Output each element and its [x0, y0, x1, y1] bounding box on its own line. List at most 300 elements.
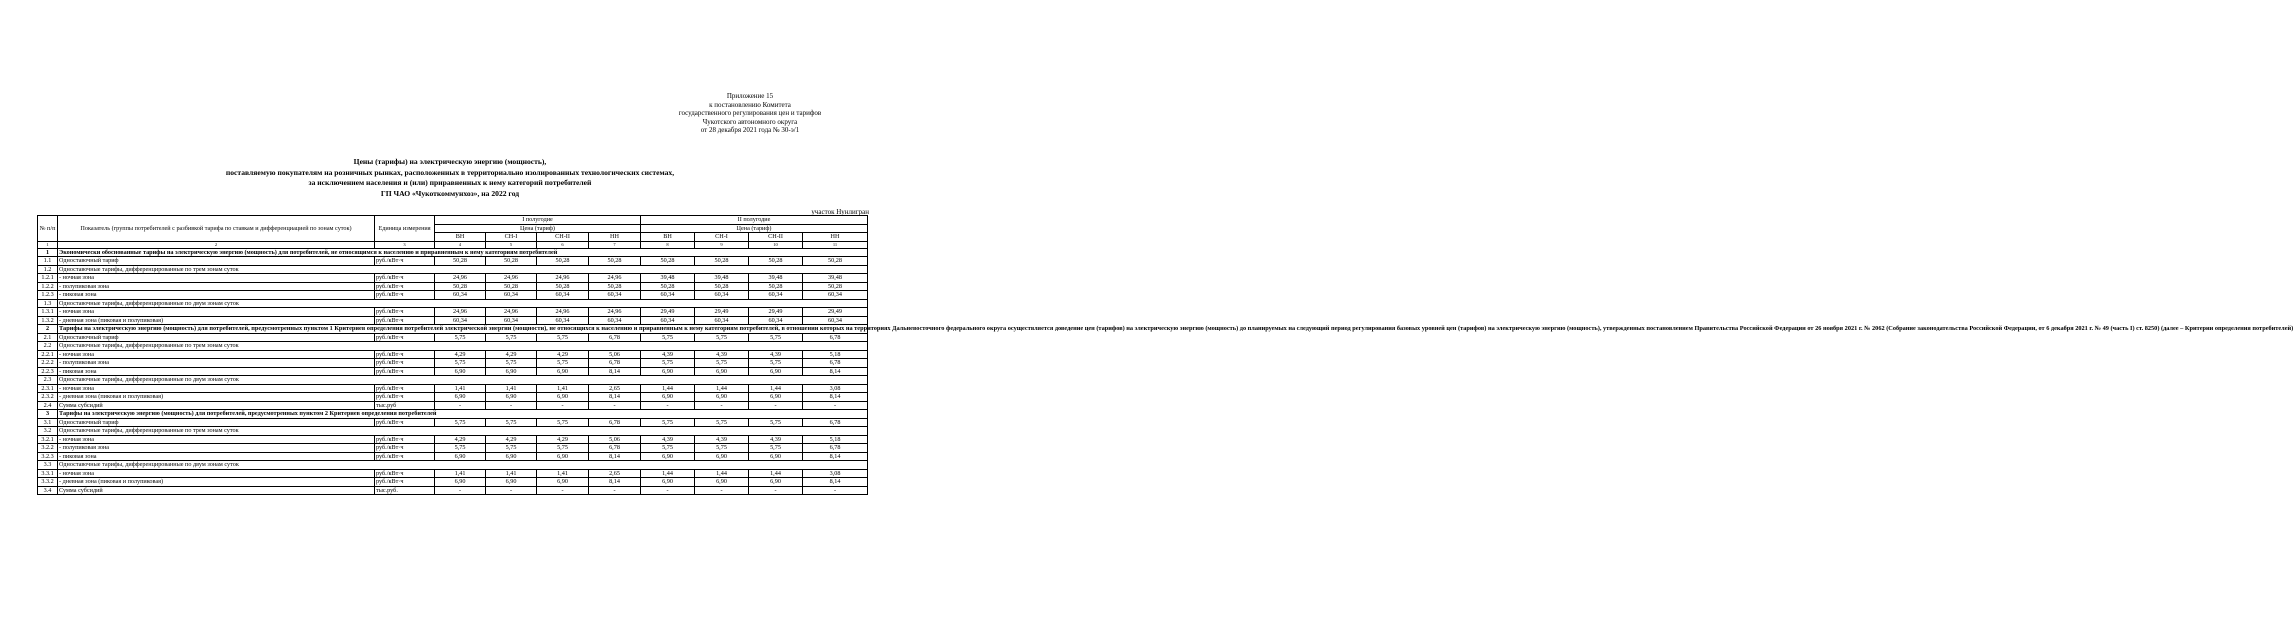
row-name: - пиковая зона — [58, 452, 375, 461]
tariff-value: 1,44 — [641, 469, 695, 478]
tariff-value: 1,44 — [641, 384, 695, 393]
row-number: 2.2.1 — [38, 350, 58, 359]
header-level: НН — [803, 233, 868, 242]
tariff-value: 4,29 — [435, 435, 486, 444]
tariff-value: 60,34 — [435, 316, 486, 325]
column-index: 1 — [38, 241, 58, 248]
row-name: - ночная зона — [58, 384, 375, 393]
tariff-value: 4,29 — [435, 350, 486, 359]
tariff-value: - — [695, 401, 749, 410]
header-level: НН — [589, 233, 641, 242]
tariff-value: 50,28 — [486, 257, 537, 266]
tariff-value: 6,78 — [803, 418, 868, 427]
row-name: - ночная зона — [58, 308, 375, 317]
row-unit: руб./кВт·ч — [375, 316, 435, 325]
tariff-value: 6,90 — [641, 452, 695, 461]
row-name: - полупиковая зона — [58, 282, 375, 291]
tariff-value: - — [486, 486, 537, 495]
tariff-value: 8,14 — [589, 452, 641, 461]
tariff-value: 50,28 — [641, 282, 695, 291]
tariff-value: 6,90 — [537, 452, 589, 461]
header-price: Цена (тариф) — [641, 224, 868, 233]
row-number: 2.2 — [38, 342, 58, 351]
tariff-value: 6,90 — [435, 367, 486, 376]
tariff-value: 6,90 — [695, 452, 749, 461]
tariff-value: 60,34 — [486, 291, 537, 300]
tariff-value: 5,18 — [803, 350, 868, 359]
table-row — [38, 486, 868, 495]
tariff-value: 6,78 — [589, 444, 641, 453]
row-unit: руб./кВт·ч — [375, 452, 435, 461]
header-level: ВН — [641, 233, 695, 242]
group-row — [38, 376, 868, 385]
row-number: 2.3.1 — [38, 384, 58, 393]
tariff-value: 5,75 — [749, 418, 803, 427]
header-num: № п/п — [38, 216, 58, 242]
tariff-value: 50,28 — [749, 282, 803, 291]
row-number: 2.1 — [38, 333, 58, 342]
tariff-value: 6,90 — [749, 367, 803, 376]
tariff-value: 60,34 — [486, 316, 537, 325]
tariff-value: - — [486, 401, 537, 410]
row-name: - дневная зона (пиковая и полупиковая) — [58, 316, 375, 325]
tariff-value: 5,75 — [435, 418, 486, 427]
tariff-value: 6,78 — [803, 359, 868, 368]
tariff-value: 60,34 — [695, 291, 749, 300]
row-unit: руб./кВт·ч — [375, 359, 435, 368]
tariff-value: 50,28 — [537, 282, 589, 291]
tariff-value: 24,96 — [537, 308, 589, 317]
tariff-value: 50,28 — [749, 257, 803, 266]
tariff-value: 1,41 — [537, 384, 589, 393]
row-number: 3.2.3 — [38, 452, 58, 461]
row-unit: руб./кВт·ч — [375, 367, 435, 376]
row-unit: руб./кВт·ч — [375, 469, 435, 478]
tariff-value: 6,90 — [641, 393, 695, 402]
row-number: 3.2 — [38, 427, 58, 436]
row-name: - ночная зона — [58, 469, 375, 478]
row-unit: руб./кВт·ч — [375, 435, 435, 444]
tariff-value: 8,14 — [803, 478, 868, 487]
tariff-value: 5,75 — [537, 359, 589, 368]
tariff-value: 5,75 — [435, 359, 486, 368]
section-row — [38, 410, 868, 419]
header-half-2: II полугодие — [641, 216, 868, 225]
section-row — [38, 248, 868, 257]
row-number: 1.2.3 — [38, 291, 58, 300]
row-name: Одноставочный тариф — [58, 418, 375, 427]
tariff-value: 6,90 — [486, 393, 537, 402]
column-index-row — [38, 241, 868, 248]
column-index: 7 — [589, 241, 641, 248]
tariff-value: 2,65 — [589, 469, 641, 478]
tariff-value: 1,44 — [695, 469, 749, 478]
row-name: Одноставочный тариф — [58, 333, 375, 342]
tariff-value: 5,75 — [641, 333, 695, 342]
row-unit: руб./кВт·ч — [375, 333, 435, 342]
tariff-value: 4,39 — [749, 350, 803, 359]
row-name: - дневная зона (пиковая и полупиковая) — [58, 478, 375, 487]
row-name: Сумма субсидий — [58, 486, 375, 495]
site-label: участок Нунлигран — [811, 208, 869, 216]
table-row — [38, 308, 868, 317]
tariff-value: 4,39 — [695, 350, 749, 359]
tariff-value: - — [589, 401, 641, 410]
tariff-value: 8,14 — [589, 478, 641, 487]
title-line: за исключением населения и (или) приравненных к нему категорий потребителей — [308, 178, 592, 188]
row-unit: руб./кВт·ч — [375, 291, 435, 300]
row-number: 2.2.3 — [38, 367, 58, 376]
header-level: СН-I — [486, 233, 537, 242]
row-number: 3.2.1 — [38, 435, 58, 444]
table-row — [38, 367, 868, 376]
tariff-value: 60,34 — [749, 291, 803, 300]
section-title: Тарифы на электрическую энергию (мощность) для потребителей, предусмотренных пунктом 2 Критериев определения потребителей — [58, 410, 868, 419]
tariff-value: 8,14 — [803, 367, 868, 376]
tariff-value: - — [803, 401, 868, 410]
tariff-value: 6,90 — [537, 393, 589, 402]
tariff-value: 39,48 — [641, 274, 695, 283]
table-row — [38, 316, 868, 325]
row-name: Сумма субсидий — [58, 401, 375, 410]
table-row — [38, 418, 868, 427]
tariff-value: 24,96 — [486, 274, 537, 283]
table-row — [38, 257, 868, 266]
tariff-value: 8,14 — [589, 393, 641, 402]
tariff-value: 50,28 — [803, 282, 868, 291]
appendix-line: государственного регулирования цен и тарифов — [678, 109, 822, 117]
group-title: Одноставочные тарифы, дифференцированные по трем зонам суток — [58, 427, 868, 436]
tariff-value: 6,78 — [589, 418, 641, 427]
tariff-value: 6,90 — [537, 367, 589, 376]
tariff-value: 6,90 — [695, 478, 749, 487]
tariff-value: 6,90 — [486, 478, 537, 487]
tariff-value: 50,28 — [486, 282, 537, 291]
appendix-block — [600, 92, 900, 135]
tariff-value: - — [435, 486, 486, 495]
tariff-value: 50,28 — [589, 257, 641, 266]
row-number: 2.2.2 — [38, 359, 58, 368]
group-row — [38, 427, 868, 436]
tariff-value: 24,96 — [435, 308, 486, 317]
tariff-value: 5,75 — [749, 359, 803, 368]
tariff-value: 5,75 — [695, 444, 749, 453]
section-title: Экономически обоснованные тарифы на электрическую энергию (мощность) для потребителей, не относящимся к населению и приравненным к нему категориям потребителей — [58, 248, 868, 257]
tariff-value: 1,41 — [435, 469, 486, 478]
tariff-value: - — [749, 401, 803, 410]
row-unit: руб./кВт·ч — [375, 384, 435, 393]
tariff-value: 50,28 — [695, 282, 749, 291]
title-line: ГП ЧАО «Чукоткоммунхоз», на 2022 год — [380, 188, 520, 198]
row-number: 3.3 — [38, 461, 58, 470]
tariff-value: 8,14 — [803, 393, 868, 402]
tariff-value: 4,39 — [749, 435, 803, 444]
tariff-value: 6,90 — [641, 367, 695, 376]
column-index: 3 — [375, 241, 435, 248]
tariff-value: - — [537, 486, 589, 495]
tariff-value: 60,34 — [537, 291, 589, 300]
group-row — [38, 461, 868, 470]
row-unit: руб./кВт·ч — [375, 308, 435, 317]
group-row — [38, 342, 868, 351]
header-level: СН-I — [695, 233, 749, 242]
tariff-value: - — [435, 401, 486, 410]
header-row — [38, 216, 868, 225]
tariff-value: 5,06 — [589, 350, 641, 359]
row-number: 1.2 — [38, 265, 58, 274]
row-number: 1.3 — [38, 299, 58, 308]
column-index: 5 — [486, 241, 537, 248]
tariff-value: 6,78 — [803, 333, 868, 342]
row-name: - дневная зона (пиковая и полупиковая) — [58, 393, 375, 402]
row-number: 2.3 — [38, 376, 58, 385]
header-level: ВН — [435, 233, 486, 242]
table-row — [38, 282, 868, 291]
tariff-value: 1,44 — [695, 384, 749, 393]
tariff-value: 5,75 — [486, 418, 537, 427]
tariff-value: 6,90 — [749, 452, 803, 461]
tariff-value: - — [537, 401, 589, 410]
table-row — [38, 384, 868, 393]
tariff-value: 6,90 — [749, 393, 803, 402]
column-index: 10 — [749, 241, 803, 248]
column-index: 11 — [803, 241, 868, 248]
tariff-value: 1,41 — [486, 469, 537, 478]
row-number: 1.3.2 — [38, 316, 58, 325]
table-row — [38, 393, 868, 402]
column-index: 2 — [58, 241, 375, 248]
tariff-value: 50,28 — [537, 257, 589, 266]
column-index: 8 — [641, 241, 695, 248]
tariff-value: 5,75 — [435, 333, 486, 342]
table-row — [38, 452, 868, 461]
group-title: Одноставочные тарифы, дифференцированные по двум зонам суток — [58, 376, 868, 385]
tariff-value: 6,90 — [435, 478, 486, 487]
tariff-value: 6,90 — [695, 393, 749, 402]
row-unit: руб./кВт·ч — [375, 478, 435, 487]
tariff-value: 50,28 — [589, 282, 641, 291]
group-title: Одноставочные тарифы, дифференцированные по двум зонам суток — [58, 461, 868, 470]
row-unit: тыс.руб. — [375, 486, 435, 495]
tariff-value: 60,34 — [695, 316, 749, 325]
tariff-value: 29,49 — [695, 308, 749, 317]
appendix-line: Приложение 15 — [726, 92, 774, 100]
row-number: 3.1 — [38, 418, 58, 427]
tariff-value: 6,90 — [486, 452, 537, 461]
group-row — [38, 299, 868, 308]
tariff-value: 5,75 — [486, 359, 537, 368]
tariff-table — [37, 215, 2293, 495]
tariff-value: 24,96 — [537, 274, 589, 283]
table-row — [38, 444, 868, 453]
row-number: 3.3.2 — [38, 478, 58, 487]
group-title: Одноставочные тарифы, дифференцированные по трем зонам суток — [58, 342, 868, 351]
tariff-value: 1,41 — [537, 469, 589, 478]
tariff-value: 5,75 — [537, 418, 589, 427]
tariff-value: 6,90 — [537, 478, 589, 487]
tariff-value: 5,75 — [486, 333, 537, 342]
appendix-line: Чукотского автономного округа — [702, 117, 798, 126]
tariff-value: - — [641, 401, 695, 410]
header-half-1: I полугодие — [435, 216, 641, 225]
row-unit: руб./кВт·ч — [375, 282, 435, 291]
tariff-value: 50,28 — [641, 257, 695, 266]
tariff-value: 6,78 — [589, 359, 641, 368]
tariff-value: 5,75 — [695, 333, 749, 342]
row-unit: руб./кВт·ч — [375, 257, 435, 266]
tariff-value: 1,44 — [749, 469, 803, 478]
tariff-value: 60,34 — [537, 316, 589, 325]
tariff-value: 29,49 — [803, 308, 868, 317]
row-number: 1.1 — [38, 257, 58, 266]
tariff-value: 5,75 — [641, 359, 695, 368]
group-title: Одноставочные тарифы, дифференцированные по двум зонам суток — [58, 299, 868, 308]
tariff-value: 5,06 — [589, 435, 641, 444]
tariff-value: 8,14 — [803, 452, 868, 461]
tariff-value: 1,41 — [435, 384, 486, 393]
tariff-value: 5,75 — [695, 359, 749, 368]
tariff-value: 6,90 — [486, 367, 537, 376]
table-row — [38, 350, 868, 359]
table-row — [38, 401, 868, 410]
tariff-value: 4,29 — [537, 350, 589, 359]
tariff-value: 24,96 — [486, 308, 537, 317]
header-unit: Единица измерения — [375, 216, 435, 242]
tariff-value: - — [641, 486, 695, 495]
tariff-value: 4,29 — [537, 435, 589, 444]
group-title: Одноставочные тарифы, дифференцированные по трем зонам суток — [58, 265, 868, 274]
tariff-value: 50,28 — [435, 282, 486, 291]
section-number: 1 — [38, 248, 58, 257]
tariff-value: 39,48 — [803, 274, 868, 283]
row-number: 3.2.2 — [38, 444, 58, 453]
title-line: поставляемую покупателям на розничных рынках, расположенных в территориально изолированных технологических системах, — [225, 167, 675, 177]
row-number: 1.2.2 — [38, 282, 58, 291]
tariff-value: 50,28 — [803, 257, 868, 266]
tariff-value: 2,65 — [589, 384, 641, 393]
title-line: Цены (тарифы) на электрическую энергию (мощность), — [353, 157, 547, 166]
table-row — [38, 469, 868, 478]
tariff-value: 60,34 — [435, 291, 486, 300]
document-title — [40, 157, 860, 199]
row-name: - пиковая зона — [58, 291, 375, 300]
tariff-value: 4,39 — [641, 350, 695, 359]
column-index: 9 — [695, 241, 749, 248]
tariff-value: 1,41 — [486, 384, 537, 393]
tariff-value: 60,34 — [749, 316, 803, 325]
tariff-value: 6,90 — [435, 452, 486, 461]
row-unit: руб./кВт·ч — [375, 393, 435, 402]
tariff-value: 24,96 — [589, 308, 641, 317]
tariff-value: 5,75 — [435, 444, 486, 453]
row-unit: руб./кВт·ч — [375, 274, 435, 283]
tariff-value: 3,08 — [803, 384, 868, 393]
row-name: - ночная зона — [58, 274, 375, 283]
tariff-value: 6,78 — [803, 444, 868, 453]
tariff-value: 60,34 — [589, 291, 641, 300]
tariff-value: 50,28 — [435, 257, 486, 266]
tariff-value: 6,90 — [749, 478, 803, 487]
row-name: - ночная зона — [58, 350, 375, 359]
tariff-value: 29,49 — [749, 308, 803, 317]
table-row — [38, 333, 868, 342]
tariff-value: 5,75 — [641, 444, 695, 453]
column-index: 4 — [435, 241, 486, 248]
row-unit: руб./кВт·ч — [375, 350, 435, 359]
column-index: 6 — [537, 241, 589, 248]
tariff-value: 5,75 — [537, 444, 589, 453]
header-price: Цена (тариф) — [435, 224, 641, 233]
header-indicator: Показатель (группы потребителей с разбивкой тарифа по ставкам и дифференциацией по зонам суток) — [58, 216, 375, 242]
tariff-value: 60,34 — [641, 316, 695, 325]
tariff-value: 60,34 — [803, 291, 868, 300]
row-number: 1.2.1 — [38, 274, 58, 283]
row-name: - пиковая зона — [58, 367, 375, 376]
tariff-value: 39,48 — [695, 274, 749, 283]
tariff-value: - — [749, 486, 803, 495]
table-row — [38, 291, 868, 300]
appendix-line: к постановлению Комитета — [709, 100, 791, 109]
tariff-value: 1,44 — [749, 384, 803, 393]
tariff-value: 4,39 — [641, 435, 695, 444]
tariff-value: 60,34 — [589, 316, 641, 325]
table-row — [38, 359, 868, 368]
tariff-value: 5,75 — [749, 333, 803, 342]
group-row — [38, 265, 868, 274]
row-number: 3.4 — [38, 486, 58, 495]
tariff-value: 6,90 — [641, 478, 695, 487]
tariff-value: 8,14 — [589, 367, 641, 376]
section-title: Тарифы на электрическую энергию (мощность) для потребителей, предусмотренных пунктом 1 Критериев определения потребителей электрической энергии (мощности), не относящихся к населению и приравненным к нему категориям потребителей, в отношении которых на территориях Дальневосточного федерального округа осуществляется доведение цен (тарифов) на электрическую энергию (мощность) до планируемых на следующий период регулирования базовых уровней цен (тарифов) на электрическую энергию (мощность), утвержденных постановлением Правительства Российской Федерации от 26 ноября 2021 г. № 2062 (Собрание законодательства Российской Федерации, от 6 декабря 2021 г. № 49 (часть I) ст. 8250) (далее – Критерии определения потребителей) — [59, 325, 2293, 333]
row-number: 1.3.1 — [38, 308, 58, 317]
row-number: 2.3.2 — [38, 393, 58, 402]
appendix-line: от 28 декабря 2021 года № 30-э/1 — [700, 126, 800, 134]
tariff-value: 5,75 — [749, 444, 803, 453]
row-name: - полупиковая зона — [58, 359, 375, 368]
tariff-value: 4,29 — [486, 435, 537, 444]
tariff-value: 39,48 — [749, 274, 803, 283]
row-unit: руб./кВт·ч — [375, 418, 435, 427]
tariff-value: 4,39 — [695, 435, 749, 444]
tariff-value: - — [589, 486, 641, 495]
tariff-value: - — [803, 486, 868, 495]
row-number: 2.4 — [38, 401, 58, 410]
tariff-value: 5,75 — [537, 333, 589, 342]
table-row — [38, 478, 868, 487]
tariff-value: 50,28 — [695, 257, 749, 266]
row-name: - полупиковая зона — [58, 444, 375, 453]
table-row — [38, 435, 868, 444]
tariff-value: 5,75 — [641, 418, 695, 427]
tariff-value: 24,96 — [435, 274, 486, 283]
section-row — [38, 325, 868, 334]
row-name: - ночная зона — [58, 435, 375, 444]
tariff-value: 24,96 — [589, 274, 641, 283]
row-unit: руб./кВт·ч — [375, 444, 435, 453]
tariff-value: 6,90 — [695, 367, 749, 376]
tariff-value: 6,90 — [435, 393, 486, 402]
tariff-value: 5,18 — [803, 435, 868, 444]
section-number: 3 — [38, 410, 58, 419]
tariff-value: 6,78 — [589, 333, 641, 342]
row-number: 3.3.1 — [38, 469, 58, 478]
row-name: Одноставочный тариф — [58, 257, 375, 266]
tariff-value: 5,75 — [695, 418, 749, 427]
tariff-value: 60,34 — [641, 291, 695, 300]
tariff-value: - — [695, 486, 749, 495]
table-row — [38, 274, 868, 283]
tariff-value: 3,08 — [803, 469, 868, 478]
